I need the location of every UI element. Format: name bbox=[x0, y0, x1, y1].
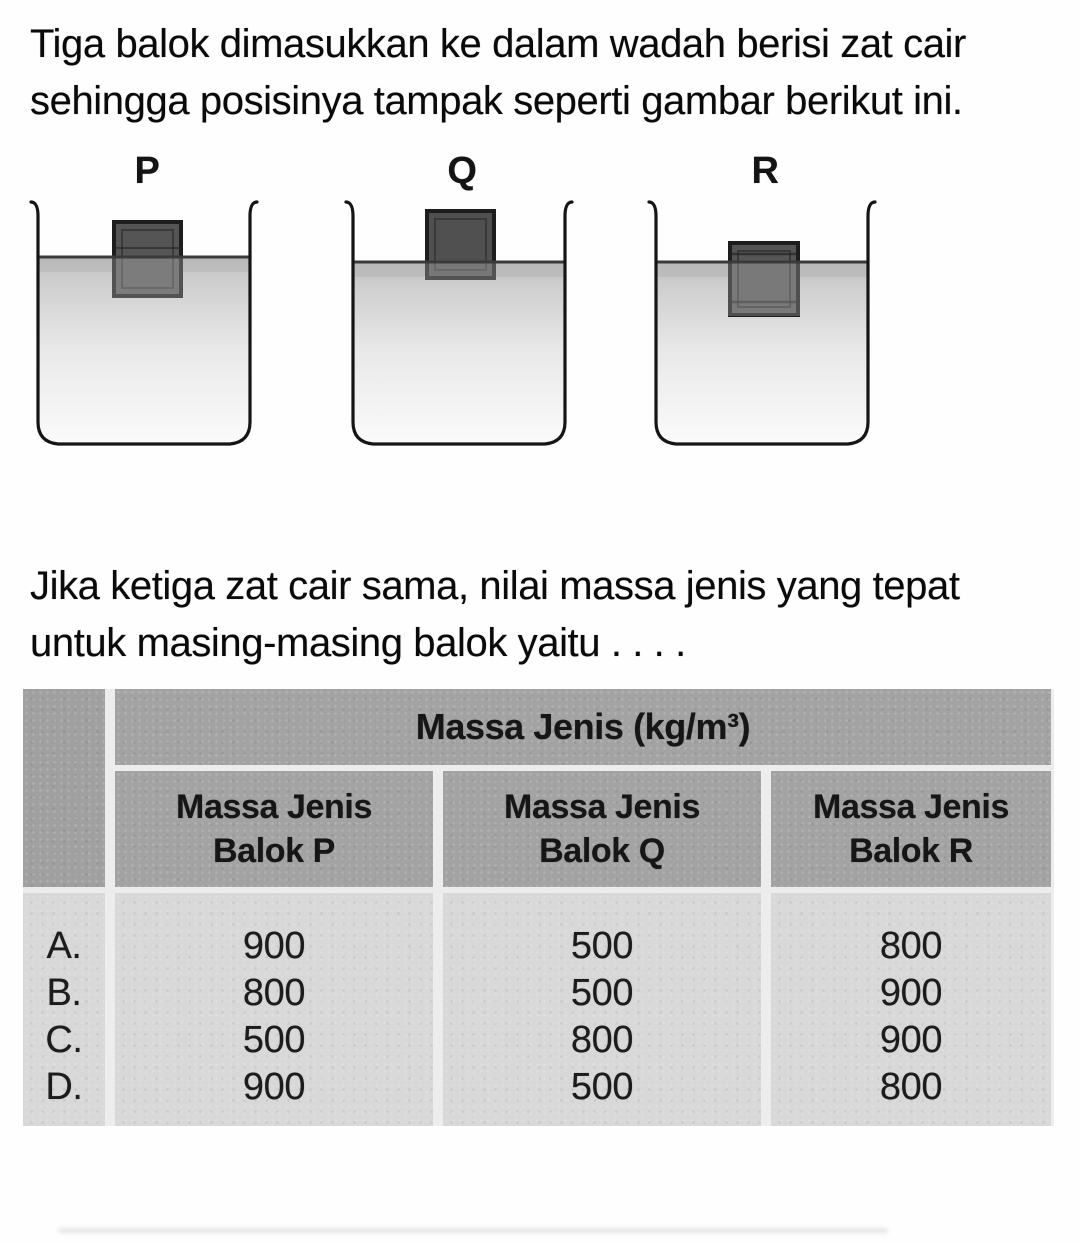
value-c-q: 800 bbox=[570, 1019, 634, 1061]
values-column-r bbox=[771, 893, 1051, 1126]
scan-artifact-line bbox=[58, 1228, 888, 1233]
option-label-d: D. bbox=[45, 1066, 83, 1108]
container-label-q: Q bbox=[447, 150, 477, 192]
subheader-q-line2: Balok Q bbox=[539, 832, 665, 870]
option-label-b: B. bbox=[46, 972, 82, 1014]
question-prompt-text: Jika ketiga zat cair sama, nilai massa jenis yang tepat untuk masing-masing balok yaitu . . . . bbox=[30, 564, 960, 665]
subheader-r-line2: Balok R bbox=[849, 832, 973, 870]
table-corner-cell bbox=[23, 689, 105, 887]
container-label-p: P bbox=[134, 150, 160, 192]
value-b-p: 800 bbox=[242, 972, 306, 1014]
values-column-q bbox=[443, 893, 761, 1126]
liquid-q bbox=[354, 262, 564, 442]
option-label-a: A. bbox=[46, 925, 82, 967]
table-subheader-balok-r bbox=[771, 771, 1051, 887]
figure-beakers bbox=[0, 146, 1080, 486]
beaker-q-svg bbox=[343, 196, 575, 462]
value-c-p: 500 bbox=[242, 1019, 306, 1061]
value-c-r: 900 bbox=[879, 1019, 943, 1061]
subheader-p-line1: Massa Jenis bbox=[176, 788, 372, 826]
beaker-q bbox=[343, 150, 575, 476]
container-label-r: R bbox=[751, 150, 779, 192]
subheader-q-line1: Massa Jenis bbox=[504, 788, 700, 826]
value-a-r: 800 bbox=[879, 925, 943, 967]
value-a-q: 500 bbox=[570, 925, 634, 967]
subheader-p-line2: Balok P bbox=[213, 832, 335, 870]
table-subheader-balok-p bbox=[115, 771, 433, 887]
block-p-submerged-haze bbox=[112, 258, 183, 298]
beaker-p bbox=[28, 150, 260, 476]
value-d-q: 500 bbox=[570, 1066, 634, 1108]
values-column-p bbox=[115, 893, 433, 1126]
value-a-p: 900 bbox=[242, 925, 306, 967]
option-label-c: C. bbox=[45, 1019, 83, 1061]
beaker-r bbox=[646, 150, 878, 476]
value-b-r: 900 bbox=[879, 972, 943, 1014]
option-labels-column bbox=[23, 893, 105, 1126]
value-d-r: 800 bbox=[879, 1066, 943, 1108]
subheader-r-line1: Massa Jenis bbox=[813, 788, 1009, 826]
question-intro-text: Tiga balok dimasukkan ke dalam wadah berisi zat cair sehingga posisinya tampak seperti gambar berikut ini. bbox=[30, 22, 966, 123]
block-r-submerged-haze bbox=[728, 263, 800, 316]
value-b-q: 500 bbox=[570, 972, 634, 1014]
value-d-p: 900 bbox=[242, 1066, 306, 1108]
beaker-p-svg bbox=[28, 196, 260, 462]
density-table bbox=[23, 689, 1054, 1126]
beaker-r-svg bbox=[646, 196, 878, 462]
table-subheader-balok-q bbox=[443, 771, 761, 887]
table-main-header: Massa Jenis (kg/m³) bbox=[115, 689, 1051, 765]
block-q-submerged-haze bbox=[425, 263, 496, 280]
